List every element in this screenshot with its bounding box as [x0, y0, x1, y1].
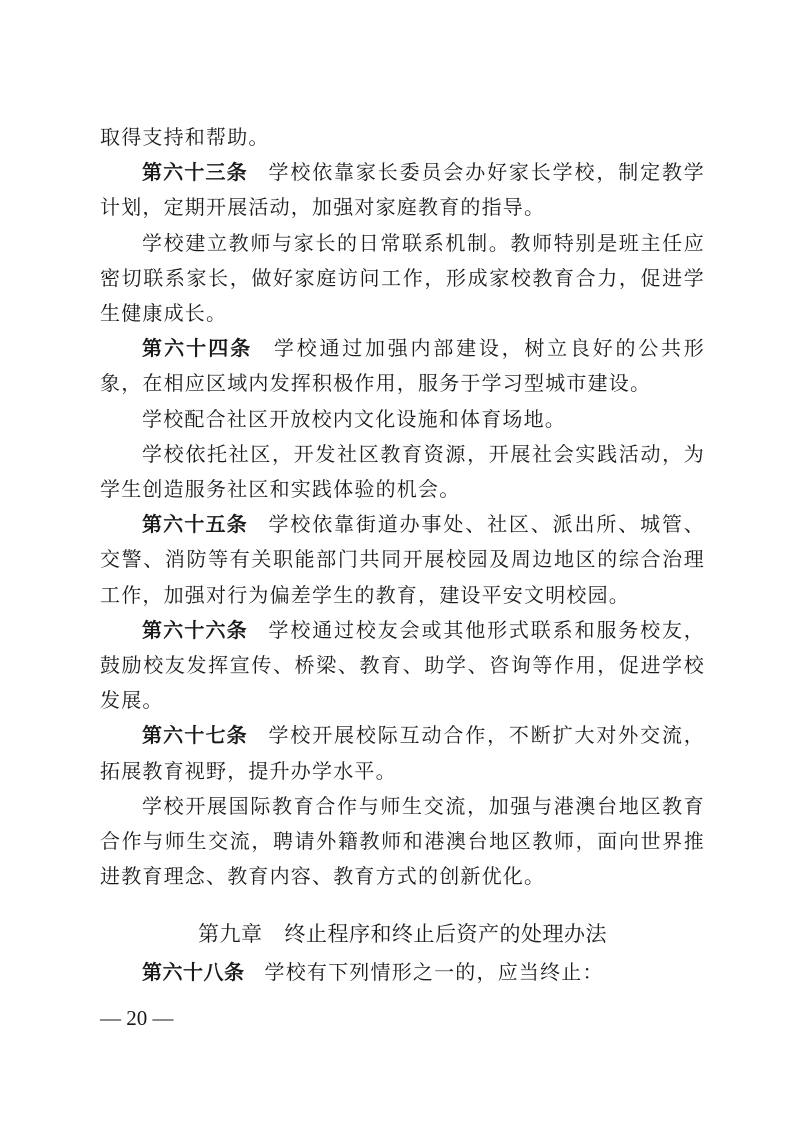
article-64 [100, 331, 705, 401]
paragraph [100, 789, 705, 895]
article-63 [100, 155, 705, 225]
chapter-heading [100, 918, 705, 950]
article-66 [100, 613, 705, 719]
chapter-title: 终止程序和终止后资产的处理办法 [284, 922, 607, 946]
document-body [100, 120, 705, 894]
paragraph-continuation [100, 120, 705, 155]
article-text: 学校开展校际互动合作，不断扩大对外交流，拓展教育视野，提升办学水平。 [100, 723, 706, 783]
article-65 [100, 507, 705, 613]
article-label: 第六十八条 [142, 960, 245, 984]
page-number: — 20 — [100, 1006, 174, 1030]
article-68 [142, 955, 705, 990]
article-label: 第六十三条 [142, 160, 248, 185]
paragraph [100, 402, 705, 437]
article-67 [100, 718, 705, 788]
article-label: 第六十七条 [142, 723, 248, 748]
article-text: 学校依靠街道办事处、社区、派出所、城管、交警、消防等有关职能部门共同开展校园及周边地区的综合治理工作，加强对行为偏差学生的教育，建设平安文明校园。 [100, 512, 706, 607]
paragraph-text: 取得支持和帮助。 [100, 125, 270, 149]
article-text: 学校依靠家长委员会办好家长学校，制定教学计划，定期开展活动，加强对家庭教育的指导。 [100, 160, 706, 220]
article-text: 学校有下列情形之一的，应当终止： [264, 960, 604, 984]
article-text: 学校通过加强内部建设，树立良好的公共形象，在相应区域内发挥积极作用，服务于学习型城市建设。 [100, 336, 705, 396]
paragraph [100, 226, 705, 332]
article-label: 第六十六条 [142, 617, 248, 642]
article-label: 第六十五条 [142, 512, 248, 537]
article-text: 学校通过校友会或其他形式联系和服务校友，鼓励校友发挥宣传、桥梁、教育、助学、咨询等作用，促进学校发展。 [100, 617, 706, 713]
paragraph-text: 学校依托社区，开发社区教育资源，开展社会实践活动，为学生创造服务社区和实践体验的机会。 [100, 441, 705, 502]
paragraph-text: 学校配合社区开放校内文化设施和体育场地。 [142, 406, 566, 431]
paragraph-text: 学校开展国际教育合作与师生交流，加强与港澳台地区教育合作与师生交流，聘请外籍教师和港澳台地区教师，面向世界推进教育理念、教育内容、教育方式的创新优化。 [100, 793, 705, 889]
article-label: 第六十四条 [142, 336, 253, 361]
chapter-number: 第九章 [198, 922, 263, 946]
paragraph-text: 学校建立教师与家长的日常联系机制。教师特别是班主任应密切联系家长，做好家庭访问工作，形成家校教育合力，促进学生健康成长。 [100, 230, 705, 326]
paragraph [100, 437, 705, 507]
